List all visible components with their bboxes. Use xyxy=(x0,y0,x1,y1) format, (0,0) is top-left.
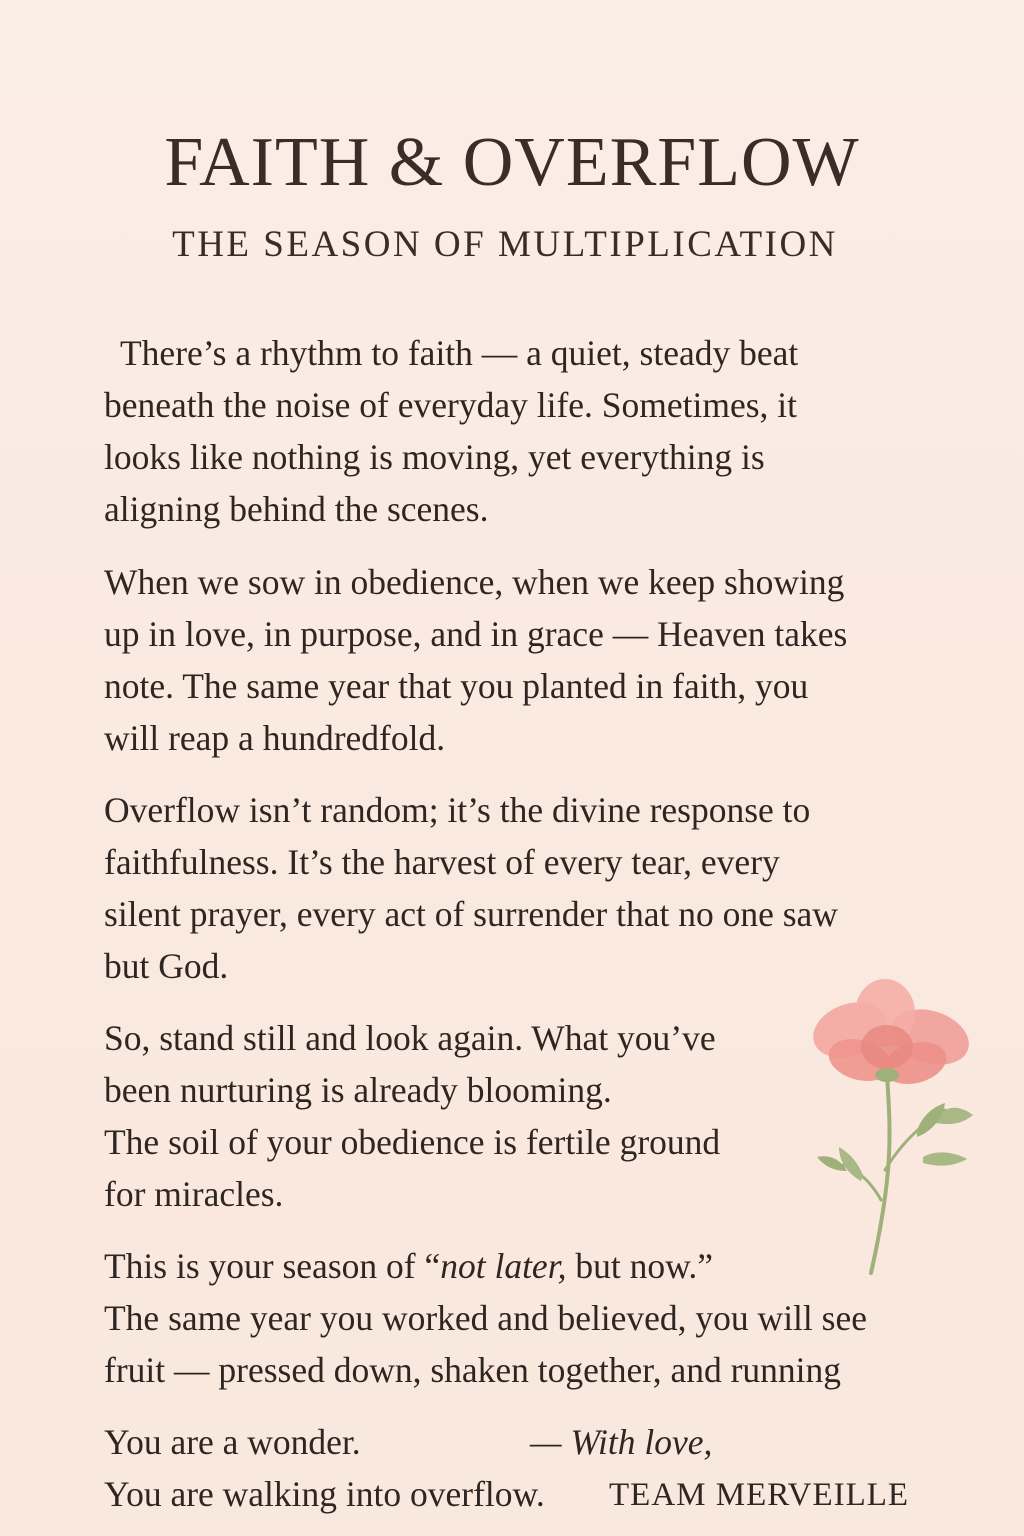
paragraph-4-line-2: been nurturing is already blooming. xyxy=(104,1070,612,1110)
paragraph-5-line-2: The same year you worked and believed, you will see xyxy=(104,1298,867,1338)
paragraph-2-line-3: note. The same year that you planted in faith, you xyxy=(104,666,809,706)
closing-team-name: TEAM MERVEILLE xyxy=(609,1477,910,1513)
paragraph-3-line-3: silent prayer, every act of surrender that no one saw xyxy=(104,894,838,934)
paragraph-3-line-2: faithfulness. It’s the harvest of every tear, every xyxy=(104,842,780,882)
paragraph-5-emphasis: not later, xyxy=(440,1246,567,1286)
page-title: FAITH & OVERFLOW xyxy=(164,124,860,201)
page-subtitle: THE SEASON OF MULTIPLICATION xyxy=(172,224,838,265)
paragraph-5-line-3: fruit — pressed down, shaken together, and running xyxy=(104,1350,842,1390)
paragraph-1-line-2: beneath the noise of everyday life. Sometimes, it xyxy=(104,385,798,425)
closing-line-1: You are a wonder. xyxy=(104,1422,361,1462)
paragraph-2-line-2: up in love, in purpose, and in grace — Heaven takes xyxy=(104,614,848,654)
paragraph-2-line-1: When we sow in obedience, when we keep showing xyxy=(104,562,845,602)
paragraph-5-line-1 xyxy=(104,1246,714,1286)
paragraph-4-line-1: So, stand still and look again. What you’ve xyxy=(104,1018,716,1058)
closing-line-2: You are walking into overflow. xyxy=(104,1474,545,1514)
paragraph-3-line-1: Overflow isn’t random; it’s the divine response to xyxy=(104,790,811,830)
paragraph-3-line-4: but God. xyxy=(104,946,229,986)
paragraph-4-line-3: The soil of your obedience is fertile ground xyxy=(104,1122,721,1162)
paragraph-2-line-4: will reap a hundredfold. xyxy=(104,718,446,758)
paragraph-1-line-4: aligning behind the scenes. xyxy=(104,489,489,529)
paragraph-1-line-1: There’s a rhythm to faith — a quiet, steady beat xyxy=(120,333,799,373)
paragraph-1-line-3: looks like nothing is moving, yet everything is xyxy=(104,437,765,477)
pink-flower-icon xyxy=(805,975,980,1275)
paragraph-5-suffix: but now.” xyxy=(566,1246,714,1286)
paragraph-5-prefix: This is your season of “ xyxy=(104,1246,441,1286)
paragraph-4-line-4: for miracles. xyxy=(104,1174,284,1214)
closing-signoff: — With love, xyxy=(530,1422,713,1462)
